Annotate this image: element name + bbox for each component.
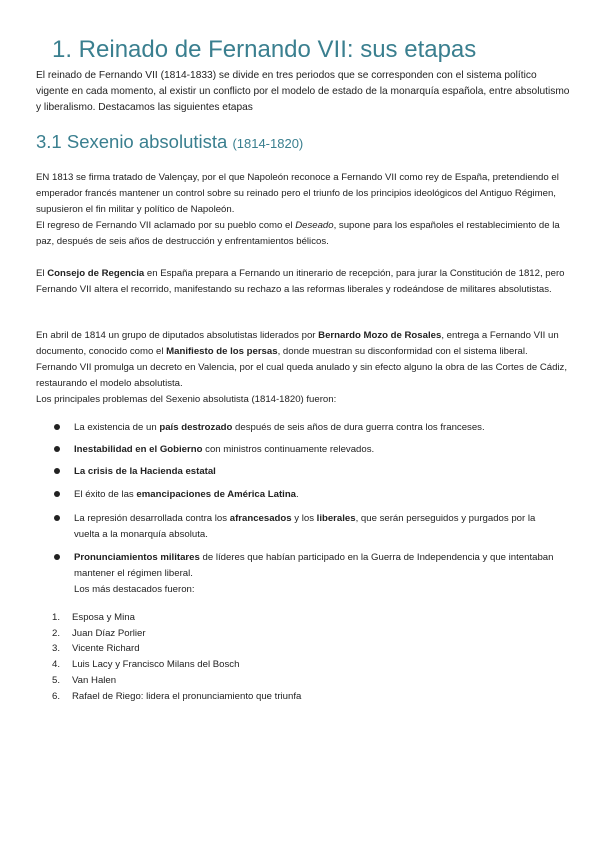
- bullet-icon: [54, 446, 60, 452]
- list-item: 6. Rafael de Riego: lidera el pronunciamiento que triunfa: [52, 691, 302, 702]
- regreso-post: , supone para los españoles el restablecimiento de la paz, después de seis años de destrucción y enfrentamientos bélicos.: [36, 220, 560, 247]
- persas-f: Fernando VII promulga un decreto en Valencia, por el cual queda anulado y sin efecto alguno la obra de las Cortes de Cádiz, restaurando el modelo absolutista.: [36, 362, 568, 389]
- bullet-icon: [54, 515, 60, 521]
- section-title: 3.1 Sexenio absolutista: [36, 131, 228, 152]
- list-item: 4. Luis Lacy y Francisco Milans del Bosch: [52, 659, 240, 670]
- page-title: 1. Reinado de Fernando VII: sus etapas: [52, 36, 477, 63]
- list-item: 3. Vicente Richard: [52, 643, 140, 654]
- persas-e: , donde muestran su disconformidad con el sistema liberal.: [277, 346, 528, 357]
- paragraph-regencia: [36, 266, 571, 298]
- list-item: 2. Juan Díaz Porlier: [52, 628, 146, 639]
- persas-c: , entrega a Fernando VII un documento, conocido como el: [36, 330, 559, 357]
- regencia-term: Consejo de Regencia: [47, 268, 145, 279]
- section-heading: [36, 131, 303, 153]
- list-item: 5. Van Halen: [52, 675, 117, 686]
- regreso-pre: El regreso de Fernando VII aclamado por su pueblo como el: [36, 220, 296, 231]
- manifiesto-term: Manifiesto de los persas: [166, 346, 278, 357]
- bullet-icon: [54, 491, 60, 497]
- document-page: 1. Reinado de Fernando VII: sus etapas El reinado de Fernando VII (1814-1833) se divide en tres periodos que se corresponden con el sistema político vigente en cada momento, al existir un conflicto por el modelo de estado de la monarquía española, entre absolutismo y liberalismo. Destacamos las siguientes etapas 3.1 Sexenio absolutista (1814-1820) EN 1813 se firma tratado de Valençay, por el que Napoleón reconoce a Fernando VII como rey de España, pretendiendo el emperador francés mantener un control sobre su reinado pero el triunfo de los principios ideológicos del Antiguo Régimen, supusieron el fin militar y político de Napoleón. El regreso de Fernando VII aclamado por su pueblo como el Deseado, supone para los españoles el restablecimiento de la paz, después de seis años de destrucción y enfrentamientos bélicos. El Consejo de Regencia en España prepara a Fernando un itinerario de recepción, para jurar la Constitución de 1812, pero Fernando VII altera el recorrido, manifestando su rechazo a las reformas liberales y rodeándose de militares absolutistas. En abril de 1814 un grupo de diputados absolutistas liderados por Bernardo Mozo de Rosales, entrega a Fernando VII un documento, conocido como el Manifiesto de los persas, donde muestran su disconformidad con el sistema liberal. Fernando VII promulga un decreto en Valencia, por el cual queda anulado y sin efecto alguno la obra de las Cortes de Cádiz, restaurando el modelo absolutista. Los principales problemas del Sexenio absolutista (1814-1820) fueron: La existencia de un país destrozado después de seis años de dura guerra contra los franceses. Inestabilidad en el Gobierno con ministros continuamente relevados. La crisis de la Hacienda estatal El éxito de las emancipaciones de América Latina. La represión desarrollada contra los afrancesados y los liberales, que serán perseguidos y purgados por la vuelta a la monarquía absoluta. Pronunciamientos militares de líderes que habían participado en la Guerra de Independencia y que intentaban mantener el régimen liberal. Los más destacados fueron: 1. Esposa y Mina 2. Juan Díaz Porlier 3. Vicente Richard 4. Luis Lacy y Francisco Milans del Bosch 5. Van Halen 6. Rafael de Riego: lidera el pronunciamiento que triunfa: [0, 0, 600, 848]
- paragraph-persas: [36, 328, 571, 408]
- section-period: (1814-1820): [232, 136, 304, 151]
- regencia-post: en España prepara a Fernando un itinerario de recepción, para jurar la Constitución de 1812, pero Fernando VII altera el recorrido, manifestando su rechazo a las reformas liberales y rodeándose de militares absolutistas.: [36, 268, 565, 295]
- intro-paragraph: El reinado de Fernando VII (1814-1833) se divide en tres periodos que se corresponden con el sistema político vigente en cada momento, al existir un conflicto por el modelo de estado de la monarquía española, entre absolutismo y liberalismo. Destacamos las siguientes etapas: [36, 70, 570, 113]
- deseado-term: Deseado: [295, 220, 334, 231]
- persas-a: En abril de 1814 un grupo de diputados absolutistas liderados por: [36, 330, 319, 341]
- paragraph-valencay: [36, 170, 571, 250]
- bullet-icon: [54, 424, 60, 430]
- bullet-icon: [54, 468, 60, 474]
- bullet-icon: [54, 554, 60, 560]
- regencia-pre: El: [36, 268, 48, 279]
- list-item: 1. Esposa y Mina: [52, 612, 135, 623]
- persas-g: Los principales problemas del Sexenio absolutista (1814-1820) fueron:: [36, 394, 337, 405]
- valencay-text: EN 1813 se firma tratado de Valençay, por el que Napoleón reconoce a Fernando VII como rey de España, pretendiendo el emperador francés mantener un control sobre su reinado pero el triunfo de los principios ideológicos del Antiguo Régimen, supusieron el fin militar y político de Napoleón.: [36, 172, 559, 215]
- mozo-rosales-term: Bernardo Mozo de Rosales: [318, 330, 442, 341]
